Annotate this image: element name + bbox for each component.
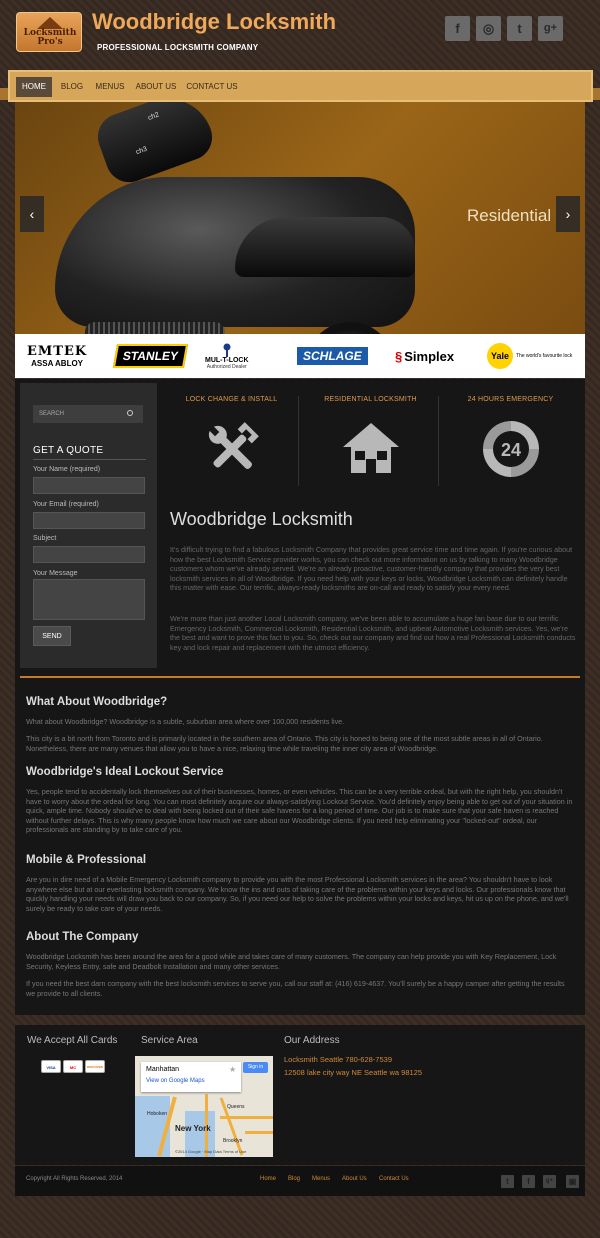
star-icon[interactable]: ★ [229,1065,237,1074]
email-field[interactable] [33,512,145,529]
service-24-hours[interactable]: 24 HOURS EMERGENCY 24 [443,396,578,491]
main-paragraph: We're more than just another Local Locksmith company, we've been able to accumulate a huge fan base due to our terrific Emergency Locksmith, Commercial Locksmith, Residential Locksmith, and upbeat Automotive Locksmith services. Yes, we're the best and want to prove this fact to you. So, check out our company and find out how a real Professional Locksmith conducts key and lock repair and replacement with the utmost efficiency. [170,614,576,652]
nav-ribbon-right [592,88,600,100]
main-paragraph: It's difficult trying to find a fabulous Locksmith Company that provides great service time and time again. If you're curious about how the best Locksmith Service provider works, you can check out more information on us by talking to many Woodbridge customers whom we've already served. We're an already proactive, customer-friendly company that provides the very best locksmith services in all of Woodbridge. If you need help with your keys or locks, Woodbridge Locksmith can definitely handle this matter with ease. Our terrific, always-ready locksmiths are on-call and ready to satisfy your every need. [170,545,573,593]
section-heading: Mobile & Professional [26,854,147,866]
map-copyright: ©2014 Google · Map Data Terms of Use [175,1149,247,1154]
service-area-heading: Service Area [141,1035,198,1046]
section-paragraph: Yes, people tend to accidentally lock themselves out of their businesses, homes, or even vehicles. This can be a very terrible ordeal, but with the right help, you shouldn't have to worry about the ordeal for long. You can most definitely acquire our always-satisfying Lockout Service. You'd definitely enjoy being able to get out of your situation in quick, ample time. Nobody should've to deal with being locked out of their safe havens for a long period of time. Our job is to make sure that your safe haven is reached without further delays. This is why many people know how much we care about our Woodbridge clients. If you need help eliminating your "locked-out" ordeal, our professionals are standing by to take care of you. [26,787,573,835]
visa-card-icon: VISA [41,1060,61,1073]
main-title: Woodbridge Locksmith [170,509,353,529]
logo-line-2: Pro's [37,37,63,47]
message-field[interactable] [33,579,145,620]
quote-sidebar [20,383,157,668]
footer-link-home[interactable]: Home [260,1176,277,1182]
slide-caption: Residential [467,206,552,225]
email-label: Your Email (required) [33,501,99,508]
footer-link-contact-us[interactable]: Contact Us [379,1176,409,1182]
twitter-icon[interactable]: t [507,16,532,41]
service-residential[interactable]: RESIDENTIAL LOCKSMITH [303,396,438,491]
view-on-google-maps-link[interactable]: View on Google Maps [146,1078,205,1084]
subject-label: Subject [33,535,57,542]
google-plus-icon[interactable]: g+ [543,1175,556,1188]
main-nav [8,70,593,102]
slider-next-button[interactable]: › [556,196,580,232]
fob-button-label: ch2 [147,111,161,122]
nav-contact-us[interactable]: CONTACT US [186,82,238,91]
site-logo[interactable] [16,12,82,52]
name-label: Your Name (required) [33,466,101,473]
stanley-logo: STANLEY [115,334,186,378]
service-lock-change[interactable]: LOCK CHANGE & INSTALL [164,396,299,491]
copyright-text: Copyright All Rights Reserved, 2014 [26,1176,123,1182]
section-paragraph: This city is a bit north from Toronto and is primarily located in the southern area of Ontario. This city is honed to being one of the most subtle areas in all of Ontario. Nonetheless, there are many venues that allow you to have a nice, relaxing time while traveling the inner city area of Woodbridge. [26,734,543,753]
brand-logos-strip [15,334,585,378]
instagram-icon[interactable]: ▣ [566,1175,579,1188]
simplex-mark-icon: § [395,348,403,364]
google-plus-icon[interactable]: g+ [538,16,563,41]
emtek-logo: EMTEK ASSA ABLOY [27,344,88,368]
search-icon[interactable] [127,410,133,416]
address-heading: Our Address [284,1035,340,1046]
send-button[interactable]: SEND [33,626,71,646]
service-area-map[interactable]: Hoboken New York Queens Brooklyn Manhattan View on Google Maps ★ Sign in ©2014 Google · Map Data Terms of Use [135,1056,273,1157]
address-street: 12508 lake city way NE Seattle wa 98125 [284,1068,422,1077]
facebook-icon[interactable]: f [445,16,470,41]
section-heading: Woodbridge's Ideal Lockout Service [26,766,224,778]
yale-logo: Yale The world's favourite lock [487,334,572,378]
section-paragraph: If you need the best darn company with the best locksmith services to serve you, call our staff at: (416) 619-4637. You'll surely be a happy camper after getting the results we provide to all clients. [26,979,565,998]
message-label: Your Message [33,570,78,577]
instagram-icon[interactable]: ◎ [476,16,501,41]
nav-blog[interactable]: BLOG [60,82,84,91]
house-icon [339,417,403,481]
svg-text:24: 24 [500,440,521,460]
footer-link-menus[interactable]: Menus [312,1176,331,1182]
tools-icon [200,417,264,481]
footer-link-blog[interactable]: Blog [288,1176,301,1182]
section-paragraph: What about Woodbridge? Woodbridge is a subtle, suburban area where over 100,000 residents live. [26,717,345,726]
site-title[interactable]: Woodbridge Locksmith [92,9,337,34]
footer-link-about-us[interactable]: About Us [342,1176,367,1182]
map-info-box: Manhattan View on Google Maps ★ [141,1062,241,1092]
car-key-fob-image [91,102,218,189]
nav-about-us[interactable]: ABOUT US [135,82,177,91]
car-grille [85,322,225,334]
key-icon [221,343,233,357]
fob-button-label: ch3 [135,145,149,157]
cards-heading: We Accept All Cards [27,1035,118,1046]
footer-panel [15,1025,585,1165]
mul-t-lock-logo: MUL-T-LOCK Authorized Dealer [205,334,249,378]
section-paragraph: Are you in dire need of a Mobile Emergency Locksmith company to provide you with the most Professional Locksmith services in the area? You shouldn't have to look anywhere else but at our everlasting locksmith company. We know the ins and outs of taking care of the problems within your keys and locks. Our professionals know that quickly handling your needs will draw you back to our company. So, if you need our help to solve the problems within your locks and keys, hit us up on the phone, and we'll surely be ready to take care of your needs. [26,875,569,913]
car-image [55,177,415,327]
discover-card-icon: DISCOVER [85,1060,105,1073]
slider-prev-button[interactable]: ‹ [20,196,44,232]
nav-menus[interactable]: MENUS [95,82,125,91]
subject-field[interactable] [33,546,145,563]
name-field[interactable] [33,477,145,494]
site-tagline: PROFESSIONAL LOCKSMITH COMPANY [97,43,259,52]
section-heading: What About Woodbridge? [26,696,168,708]
section-divider [20,676,580,678]
nav-home[interactable]: HOME [16,77,52,97]
mastercard-icon: MC [63,1060,83,1073]
section-paragraph: Woodbridge Locksmith has been around the area for a good while and takes care of many customers. The company can help provide you with Key Replacement, Lock Security, Keyless Entry, safe and Deadbolt Installation and many other services. [26,952,557,971]
search-input[interactable]: SEARCH [33,405,143,423]
logo-line-1: Locksmith [23,28,77,38]
address-phone: Locksmith Seattle 780-628-7539 [284,1055,392,1064]
map-sign-in-button[interactable]: Sign in [243,1062,268,1073]
simplex-logo: § Simplex [395,348,455,364]
site-header [0,0,600,68]
section-heading: About The Company [26,931,139,943]
twitter-icon[interactable]: t [501,1175,514,1188]
schlage-logo: SCHLAGE [297,334,368,378]
nav-ribbon-left [0,88,8,100]
facebook-icon[interactable]: f [522,1175,535,1188]
quote-title: GET A QUOTE [33,445,104,456]
24-hours-icon [479,417,543,481]
